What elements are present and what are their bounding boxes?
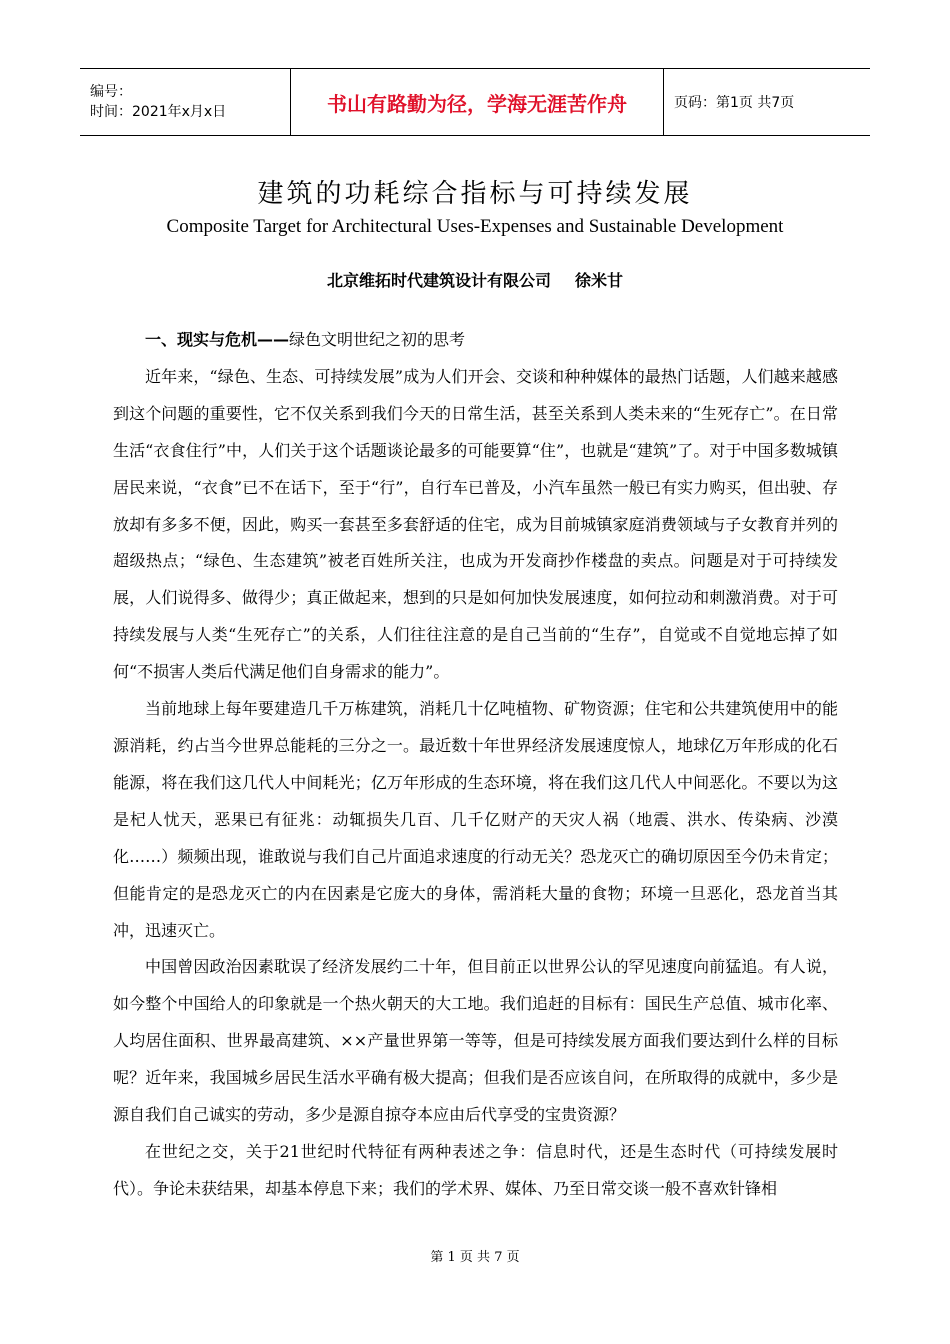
document-subtitle: Composite Target for Architectural Uses-Expenses and Sustainable Development [166, 216, 784, 237]
paragraph: 近年来，“绿色、生态、可持续发展”成为人们开会、交谈和种种媒体的最热门话题，人们越来越感到这个问题的重要性，它不仅关系到我们今天的日常生活，甚至关系到人类未来的“生死存亡”。在日常生活“衣食住行”中，人们关于这个话题谈论最多的可能要算“住”，也就是“建筑”了。对于中国多数城镇居民来说，“衣食”已不在话下，至于“行”，自行车已普及，小汽车虽然一般已有实力购买，但出驶、存放却有多多不便，因此，购买一套甚至多套舒适的住宅，成为目前城镇家庭消费领域与子女教育并列的超级热点；“绿色、生态建筑”被老百姓所关注，也成为开发商抄作楼盘的卖点。问题是对于可持续发展，人们说得多、做得少；真正做起来，想到的只是如何加快发展速度，如何拉动和刺激消费。对于可持续发展与人类“生死存亡”的关系，人们往往注意的是自己当前的“生存”，自觉或不自觉地忘掉了如何“不损害人类后代满足他们自身需求的能力”。 [113, 366, 838, 682]
header-meta-cell [80, 69, 291, 136]
motto: 书山有路勤为径，学海无涯苦作舟 [291, 69, 664, 136]
section-heading-rest: 绿色文明世纪之初的思考 [289, 330, 466, 349]
paragraph: 当前地球上每年要建造几千万栋建筑，消耗几十亿吨植物、矿物资源；住宅和公共建筑使用中的能源消耗，约占当今世界总能耗的三分之一。最近数十年世界经济发展速度惊人，地球亿万年形成的化石能源，将在我们这几代人中间耗光；亿万年形成的生态环境，将在我们这几代人中间恶化。不要以为这是杞人忧天，恶果已有征兆：动辄损失几百、几千亿财产的天灾人祸（地震、洪水、传染病、沙漠化……）频频出现，谁敢说与我们自己片面追求速度的行动无关？恐龙灭亡的确切原因至今仍未肯定；但能肯定的是恐龙灭亡的内在因素是它庞大的身体，需消耗大量的食物；环境一旦恶化，恐龙首当其冲，迅速灭亡。 [113, 699, 838, 940]
date-label: 时间：2021年x月x日 [90, 104, 227, 120]
document-title: 建筑的功耗综合指标与可持续发展 [257, 179, 693, 209]
author-line [0, 268, 950, 291]
author: 徐米甘 [575, 271, 624, 290]
number-label: 编号： [90, 84, 132, 100]
header-table [80, 68, 870, 136]
document-body [113, 322, 838, 1208]
page-footer: 第 1 页 共 7 页 [430, 1250, 520, 1265]
header-page-info: 页码：第1页 共7页 [664, 69, 871, 136]
section-heading-bold: 一、现实与危机—— [145, 330, 290, 349]
paragraph: 中国曾因政治因素耽误了经济发展约二十年，但目前正以世界公认的罕见速度向前猛追。有人说，如今整个中国给人的印象就是一个热火朝天的大工地。我们追赶的目标有：国民生产总值、城市化率、人均居住面积、世界最高建筑、××产量世界第一等等，但是可持续发展方面我们要达到什么样的目标呢？近年来，我国城乡居民生活水平确有极大提高；但我们是否应该自问，在所取得的成就中，多少是源自我们自己诚实的劳动，多少是源自掠夺本应由后代享受的宝贵资源？ [113, 957, 838, 1125]
paragraph: 在世纪之交，关于21世纪时代特征有两种表述之争：信息时代，还是生态时代（可持续发展时代）。争论未获结果，却基本停息下来；我们的学术界、媒体、乃至日常交谈一般不喜欢针锋相 [113, 1141, 838, 1198]
organization: 北京维拓时代建筑设计有限公司 [326, 271, 551, 290]
section-heading [113, 322, 838, 359]
